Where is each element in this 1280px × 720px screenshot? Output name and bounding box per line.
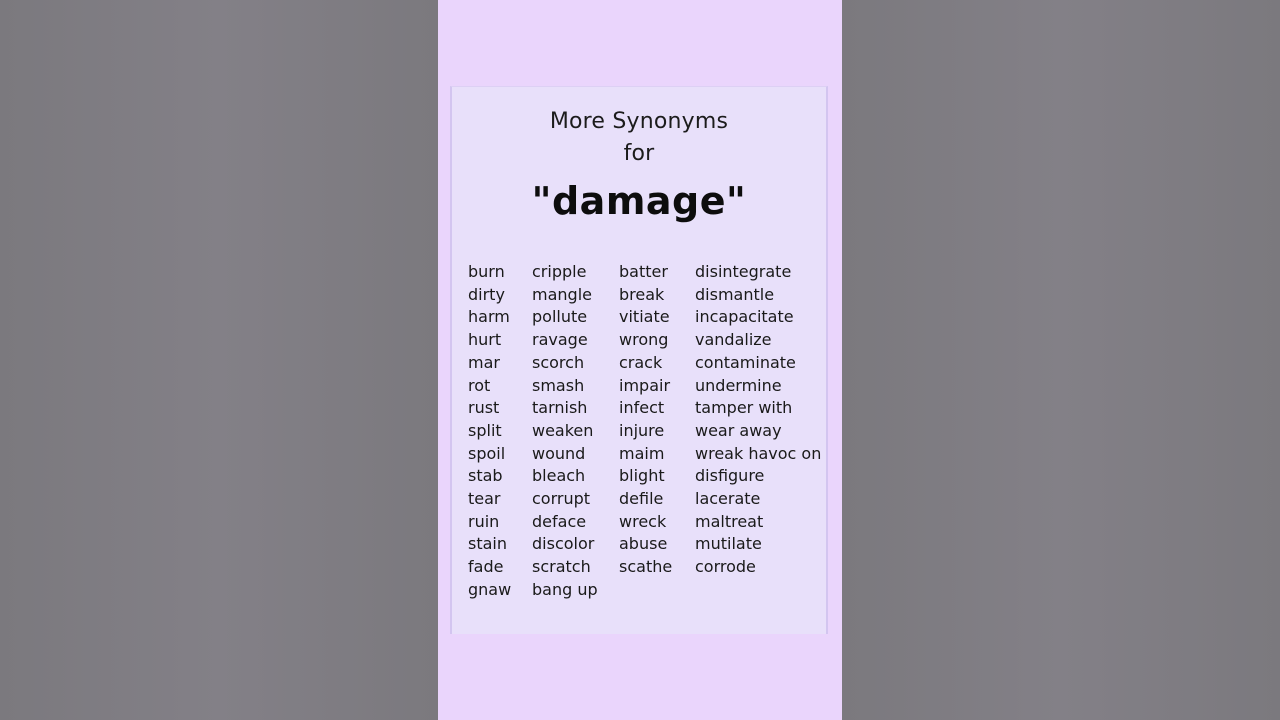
heading-line-1: More Synonyms [549,109,729,134]
synonym-word: spoil [468,443,506,463]
synonym-word: defile [619,489,664,509]
synonym-word: maltreat [695,511,764,531]
synonym-word: blight [619,466,665,486]
synonym-word: pollute [532,307,588,327]
synonym-word: deface [532,511,587,531]
synonym-word: dirty [468,284,505,304]
synonym-word: smash [532,375,585,395]
synonym-word: tarnish [532,398,588,418]
synonym-column-2 [532,261,598,602]
synonym-word: scratch [532,557,591,577]
synonym-word: vandalize [695,330,772,350]
synonym-columns [468,261,826,621]
synonym-word: wrong [619,330,669,350]
synonym-word: disfigure [695,466,765,486]
synonym-word: incapacitate [695,307,794,327]
synonym-word: harm [468,307,510,327]
synonym-word: maim [619,443,665,463]
synonym-word: impair [619,375,671,395]
synonym-word: tear [468,489,501,509]
synonym-word: bang up [532,579,598,599]
synonym-word: bleach [532,466,586,486]
synonym-word: cripple [532,262,587,281]
synonym-word: infect [619,398,665,418]
synonym-word: contaminate [695,352,796,372]
synonym-word: scorch [532,352,585,372]
synonym-word: injure [619,420,665,440]
synonym-word: ravage [532,330,588,350]
synonym-word: abuse [619,534,668,554]
synonym-word: stab [468,466,503,486]
synonym-word: hurt [468,330,502,350]
synonym-word: mar [468,352,500,372]
synonym-word: split [468,420,502,440]
synonym-word: weaken [532,420,594,440]
synonym-word: mangle [532,284,592,304]
synonym-word: burn [468,262,505,281]
synonym-word: tamper with [695,398,793,418]
synonym-word: dismantle [695,284,775,304]
synonym-word: batter [619,262,668,281]
portrait-content-panel [438,0,842,720]
synonym-word: crack [619,352,663,372]
synonym-word: vitiate [619,307,670,327]
synonym-word: rust [468,398,500,418]
synonym-word: break [619,284,665,304]
synonym-word: scathe [619,557,673,577]
synonym-word: rot [468,375,491,395]
synonym-word: undermine [695,375,782,395]
synonym-word: ruin [468,511,500,531]
synonym-word: discolor [532,534,595,554]
synonym-word: disintegrate [695,262,792,281]
synonym-column-1 [468,261,511,602]
heading-line-2: for [623,141,655,166]
blurred-background-left [0,0,438,720]
synonym-word: mutilate [695,534,762,554]
synonym-word: fade [468,557,504,577]
synonym-column-3 [619,261,672,579]
blurred-background-right [842,0,1280,720]
synonym-word: wreak havoc on [695,443,822,463]
synonym-word: wreck [619,511,667,531]
synonyms-card [450,86,828,634]
synonym-word: wear away [695,420,782,440]
synonym-word: gnaw [468,579,512,599]
synonym-word: stain [468,534,507,554]
headword-title: "damage" [531,179,747,223]
synonym-word: lacerate [695,489,761,509]
synonym-word: corrupt [532,489,591,509]
synonym-word: corrode [695,557,756,577]
synonym-column-4 [695,261,821,579]
synonym-word: wound [532,443,586,463]
